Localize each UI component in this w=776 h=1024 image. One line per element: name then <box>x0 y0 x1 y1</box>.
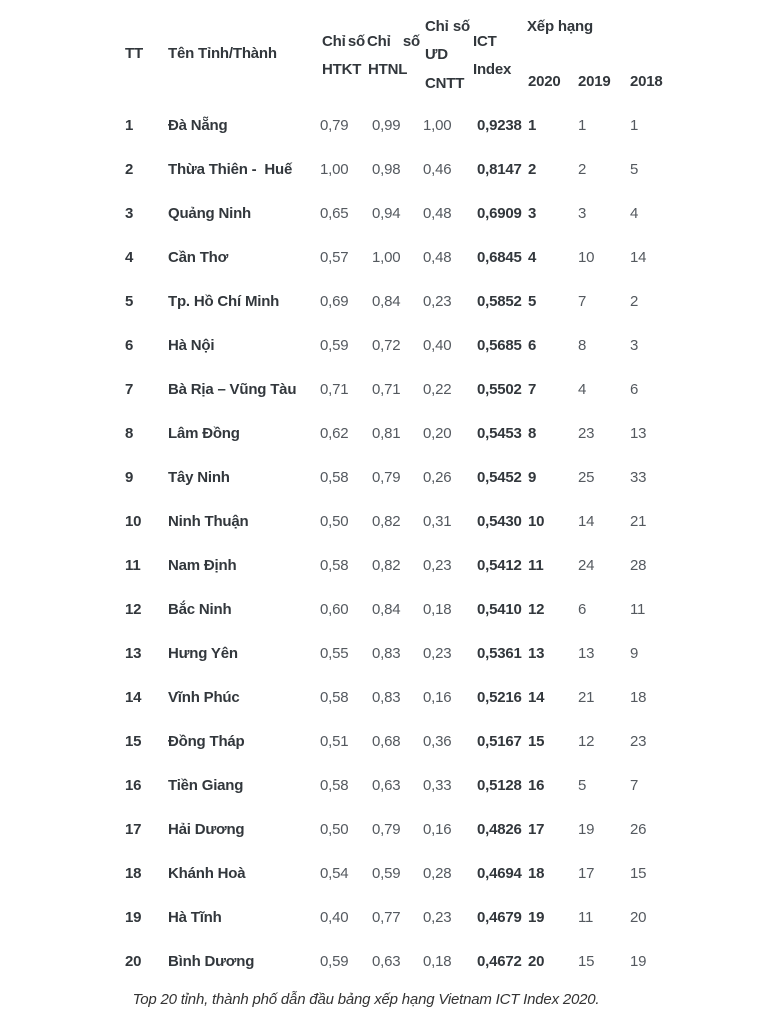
cell-rank_2020: 9 <box>528 469 537 486</box>
cell-htkt: 0,65 <box>320 205 349 222</box>
cell-rank_2018: 26 <box>630 821 647 838</box>
cell-rank_2018: 5 <box>630 161 639 178</box>
cell-rank_2020: 12 <box>528 601 545 618</box>
col-header-htkt-line2: HTKT <box>322 61 362 78</box>
cell-htnl: 0,82 <box>372 513 401 530</box>
cell-rank_2019: 7 <box>578 293 587 310</box>
cell-htkt: 0,58 <box>320 557 349 574</box>
cell-rank_2019: 12 <box>578 733 595 750</box>
cell-tt: 4 <box>125 249 134 266</box>
cell-tt: 9 <box>125 469 134 486</box>
cell-name: Vĩnh Phúc <box>168 689 240 706</box>
table-row <box>0 632 776 676</box>
cell-rank_2020: 8 <box>528 425 537 442</box>
table-row <box>0 148 776 192</box>
cell-htnl: 0,63 <box>372 953 401 970</box>
table-row <box>0 764 776 808</box>
cell-rank_2019: 3 <box>578 205 587 222</box>
table-row <box>0 104 776 148</box>
cell-rank_2018: 11 <box>630 601 646 618</box>
cell-htnl: 0,68 <box>372 733 401 750</box>
cell-udcntt: 0,23 <box>423 557 452 574</box>
cell-rank_2020: 11 <box>528 557 544 574</box>
cell-rank_2020: 17 <box>528 821 545 838</box>
cell-rank_2018: 23 <box>630 733 647 750</box>
col-header-udcntt-line1: Chỉ số <box>425 18 470 35</box>
table-row <box>0 676 776 720</box>
cell-rank_2020: 7 <box>528 381 537 398</box>
cell-rank_2020: 13 <box>528 645 545 662</box>
cell-htnl: 0,84 <box>372 601 401 618</box>
cell-rank_2020: 10 <box>528 513 545 530</box>
cell-name: Đồng Tháp <box>168 733 245 750</box>
cell-ict_index: 0,5361 <box>477 645 522 662</box>
cell-udcntt: 0,40 <box>423 337 452 354</box>
cell-ict_index: 0,5410 <box>477 601 522 618</box>
cell-htnl: 0,84 <box>372 293 401 310</box>
cell-htnl: 0,99 <box>372 117 401 134</box>
cell-tt: 11 <box>125 557 141 574</box>
cell-rank_2019: 10 <box>578 249 595 266</box>
table-row <box>0 368 776 412</box>
cell-rank_2020: 14 <box>528 689 545 706</box>
cell-rank_2019: 19 <box>578 821 595 838</box>
cell-rank_2018: 7 <box>630 777 639 794</box>
cell-htkt: 0,58 <box>320 777 349 794</box>
cell-rank_2018: 15 <box>630 865 647 882</box>
cell-ict_index: 0,5216 <box>477 689 522 706</box>
cell-tt: 14 <box>125 689 142 706</box>
cell-name: Tp. Hồ Chí Minh <box>168 293 280 310</box>
cell-name: Bắc Ninh <box>168 601 232 618</box>
cell-tt: 3 <box>125 205 134 222</box>
cell-htkt: 0,79 <box>320 117 349 134</box>
cell-tt: 17 <box>125 821 142 838</box>
cell-name: Hà Tĩnh <box>168 909 222 926</box>
table-row <box>0 412 776 456</box>
cell-udcntt: 0,16 <box>423 689 452 706</box>
table-row <box>0 280 776 324</box>
table-row <box>0 720 776 764</box>
cell-rank_2019: 2 <box>578 161 587 178</box>
cell-udcntt: 0,26 <box>423 469 452 486</box>
cell-htnl: 0,72 <box>372 337 401 354</box>
cell-name: Bà Rịa – Vũng Tàu <box>168 381 297 398</box>
cell-rank_2020: 2 <box>528 161 537 178</box>
cell-tt: 7 <box>125 381 134 398</box>
table-row <box>0 500 776 544</box>
cell-udcntt: 0,48 <box>423 249 452 266</box>
cell-rank_2018: 33 <box>630 469 647 486</box>
cell-tt: 20 <box>125 953 142 970</box>
cell-udcntt: 0,48 <box>423 205 452 222</box>
cell-udcntt: 0,36 <box>423 733 452 750</box>
cell-tt: 19 <box>125 909 142 926</box>
cell-rank_2018: 9 <box>630 645 639 662</box>
cell-rank_2019: 23 <box>578 425 595 442</box>
cell-htnl: 0,71 <box>372 381 401 398</box>
cell-rank_2018: 28 <box>630 557 647 574</box>
col-header-province: Tên Tỉnh/Thành <box>168 45 277 62</box>
cell-name: Ninh Thuận <box>168 513 249 530</box>
cell-htnl: 0,63 <box>372 777 401 794</box>
cell-udcntt: 0,18 <box>423 953 452 970</box>
cell-udcntt: 0,23 <box>423 293 452 310</box>
cell-rank_2019: 4 <box>578 381 587 398</box>
cell-ict_index: 0,6845 <box>477 249 522 266</box>
cell-htnl: 0,79 <box>372 821 401 838</box>
cell-rank_2020: 16 <box>528 777 545 794</box>
cell-htkt: 0,51 <box>320 733 349 750</box>
cell-htnl: 0,83 <box>372 689 401 706</box>
cell-htkt: 0,58 <box>320 469 349 486</box>
cell-htkt: 0,50 <box>320 513 349 530</box>
cell-name: Hưng Yên <box>168 645 238 662</box>
cell-htkt: 1,00 <box>320 161 349 178</box>
cell-htkt: 0,62 <box>320 425 349 442</box>
cell-htnl: 0,77 <box>372 909 401 926</box>
cell-rank_2019: 15 <box>578 953 595 970</box>
table-row <box>0 940 776 984</box>
col-header-htnl-line1: Chỉ số <box>367 33 420 50</box>
cell-udcntt: 0,28 <box>423 865 452 882</box>
cell-udcntt: 0,22 <box>423 381 452 398</box>
cell-ict_index: 0,5167 <box>477 733 522 750</box>
cell-rank_2019: 5 <box>578 777 587 794</box>
cell-rank_2018: 3 <box>630 337 639 354</box>
cell-ict_index: 0,4694 <box>477 865 522 882</box>
cell-udcntt: 0,20 <box>423 425 452 442</box>
cell-htkt: 0,57 <box>320 249 349 266</box>
cell-rank_2020: 3 <box>528 205 537 222</box>
col-header-ict-line2: Index <box>473 61 512 78</box>
cell-tt: 12 <box>125 601 142 618</box>
cell-htnl: 0,59 <box>372 865 401 882</box>
col-header-ict-line1: ICT <box>473 33 497 50</box>
cell-ict_index: 0,6909 <box>477 205 522 222</box>
cell-tt: 5 <box>125 293 134 310</box>
cell-rank_2019: 14 <box>578 513 595 530</box>
cell-tt: 18 <box>125 865 142 882</box>
cell-name: Tiền Giang <box>168 777 244 794</box>
cell-htkt: 0,54 <box>320 865 349 882</box>
cell-htnl: 0,82 <box>372 557 401 574</box>
cell-name: Hải Dương <box>168 821 245 838</box>
cell-htkt: 0,58 <box>320 689 349 706</box>
cell-tt: 16 <box>125 777 142 794</box>
cell-udcntt: 0,18 <box>423 601 452 618</box>
cell-ict_index: 0,5452 <box>477 469 522 486</box>
cell-rank_2020: 19 <box>528 909 545 926</box>
cell-htnl: 0,79 <box>372 469 401 486</box>
cell-rank_2018: 1 <box>630 117 639 134</box>
cell-htkt: 0,59 <box>320 337 349 354</box>
cell-htkt: 0,50 <box>320 821 349 838</box>
cell-tt: 13 <box>125 645 142 662</box>
cell-rank_2019: 1 <box>578 117 587 134</box>
cell-rank_2020: 18 <box>528 865 545 882</box>
cell-udcntt: 0,16 <box>423 821 452 838</box>
cell-name: Thừa Thiên - Huế <box>168 161 293 178</box>
cell-rank_2018: 18 <box>630 689 647 706</box>
cell-rank_2018: 19 <box>630 953 647 970</box>
cell-rank_2018: 14 <box>630 249 647 266</box>
cell-rank_2018: 20 <box>630 909 647 926</box>
cell-htnl: 0,94 <box>372 205 401 222</box>
cell-rank_2020: 15 <box>528 733 545 750</box>
cell-udcntt: 1,00 <box>423 117 452 134</box>
col-header-2018: 2018 <box>630 73 663 90</box>
table-row <box>0 808 776 852</box>
cell-ict_index: 0,4679 <box>477 909 522 926</box>
cell-tt: 8 <box>125 425 134 442</box>
cell-name: Đà Nẵng <box>168 117 228 134</box>
cell-ict_index: 0,8147 <box>477 161 522 178</box>
col-header-rank-group: Xếp hạng <box>527 18 593 35</box>
table-rows <box>0 104 776 984</box>
cell-htkt: 0,69 <box>320 293 349 310</box>
table-row <box>0 236 776 280</box>
table-row <box>0 324 776 368</box>
table-caption: Top 20 tỉnh, thành phố dẫn đầu bảng xếp hạng Vietnam ICT Index 2020. <box>132 991 600 1008</box>
table-row <box>0 456 776 500</box>
cell-tt: 15 <box>125 733 142 750</box>
table-row <box>0 588 776 632</box>
col-header-htkt-line1: Chỉ số <box>322 33 365 50</box>
cell-rank_2020: 1 <box>528 117 537 134</box>
cell-rank_2019: 25 <box>578 469 595 486</box>
table-row <box>0 896 776 940</box>
table-row <box>0 192 776 236</box>
cell-rank_2020: 6 <box>528 337 537 354</box>
cell-htnl: 0,81 <box>372 425 401 442</box>
cell-ict_index: 0,5430 <box>477 513 522 530</box>
cell-rank_2018: 4 <box>630 205 639 222</box>
col-header-htnl-line2: HTNL <box>368 61 408 78</box>
cell-name: Quảng Ninh <box>168 205 251 222</box>
cell-htnl: 0,98 <box>372 161 401 178</box>
cell-htkt: 0,60 <box>320 601 349 618</box>
cell-htnl: 1,00 <box>372 249 401 266</box>
cell-ict_index: 0,5128 <box>477 777 522 794</box>
cell-rank_2018: 6 <box>630 381 639 398</box>
cell-ict_index: 0,5502 <box>477 381 522 398</box>
cell-rank_2019: 11 <box>578 909 594 926</box>
cell-htkt: 0,59 <box>320 953 349 970</box>
cell-htkt: 0,55 <box>320 645 349 662</box>
cell-rank_2019: 17 <box>578 865 595 882</box>
cell-ict_index: 0,5453 <box>477 425 522 442</box>
cell-rank_2018: 2 <box>630 293 639 310</box>
cell-tt: 6 <box>125 337 134 354</box>
cell-rank_2019: 13 <box>578 645 595 662</box>
cell-rank_2018: 21 <box>630 513 647 530</box>
cell-udcntt: 0,23 <box>423 909 452 926</box>
cell-name: Cần Thơ <box>168 249 229 266</box>
cell-rank_2020: 5 <box>528 293 537 310</box>
col-header-2020: 2020 <box>528 73 561 90</box>
cell-tt: 2 <box>125 161 134 178</box>
cell-rank_2020: 4 <box>528 249 537 266</box>
cell-udcntt: 0,23 <box>423 645 452 662</box>
cell-rank_2019: 8 <box>578 337 587 354</box>
cell-htkt: 0,71 <box>320 381 349 398</box>
cell-ict_index: 0,5412 <box>477 557 522 574</box>
cell-htkt: 0,40 <box>320 909 349 926</box>
cell-rank_2019: 6 <box>578 601 587 618</box>
cell-tt: 1 <box>125 117 134 134</box>
table-row <box>0 852 776 896</box>
cell-udcntt: 0,46 <box>423 161 452 178</box>
cell-udcntt: 0,31 <box>423 513 452 530</box>
cell-name: Bình Dương <box>168 953 255 970</box>
cell-tt: 10 <box>125 513 142 530</box>
cell-name: Lâm Đồng <box>168 425 240 442</box>
col-header-tt: TT <box>125 45 143 62</box>
cell-rank_2019: 24 <box>578 557 595 574</box>
cell-rank_2019: 21 <box>578 689 595 706</box>
cell-udcntt: 0,33 <box>423 777 452 794</box>
cell-ict_index: 0,9238 <box>477 117 522 134</box>
cell-rank_2018: 13 <box>630 425 647 442</box>
cell-htnl: 0,83 <box>372 645 401 662</box>
cell-ict_index: 0,4826 <box>477 821 522 838</box>
cell-name: Hà Nội <box>168 337 215 354</box>
col-header-udcntt-line2: ƯD <box>425 46 448 63</box>
table-row <box>0 544 776 588</box>
cell-name: Nam Định <box>168 557 237 574</box>
cell-ict_index: 0,5852 <box>477 293 522 310</box>
cell-name: Tây Ninh <box>168 469 230 486</box>
cell-name: Khánh Hoà <box>168 865 246 882</box>
col-header-2019: 2019 <box>578 73 611 90</box>
cell-rank_2020: 20 <box>528 953 545 970</box>
cell-ict_index: 0,5685 <box>477 337 522 354</box>
cell-ict_index: 0,4672 <box>477 953 522 970</box>
col-header-udcntt-line3: CNTT <box>425 75 465 92</box>
